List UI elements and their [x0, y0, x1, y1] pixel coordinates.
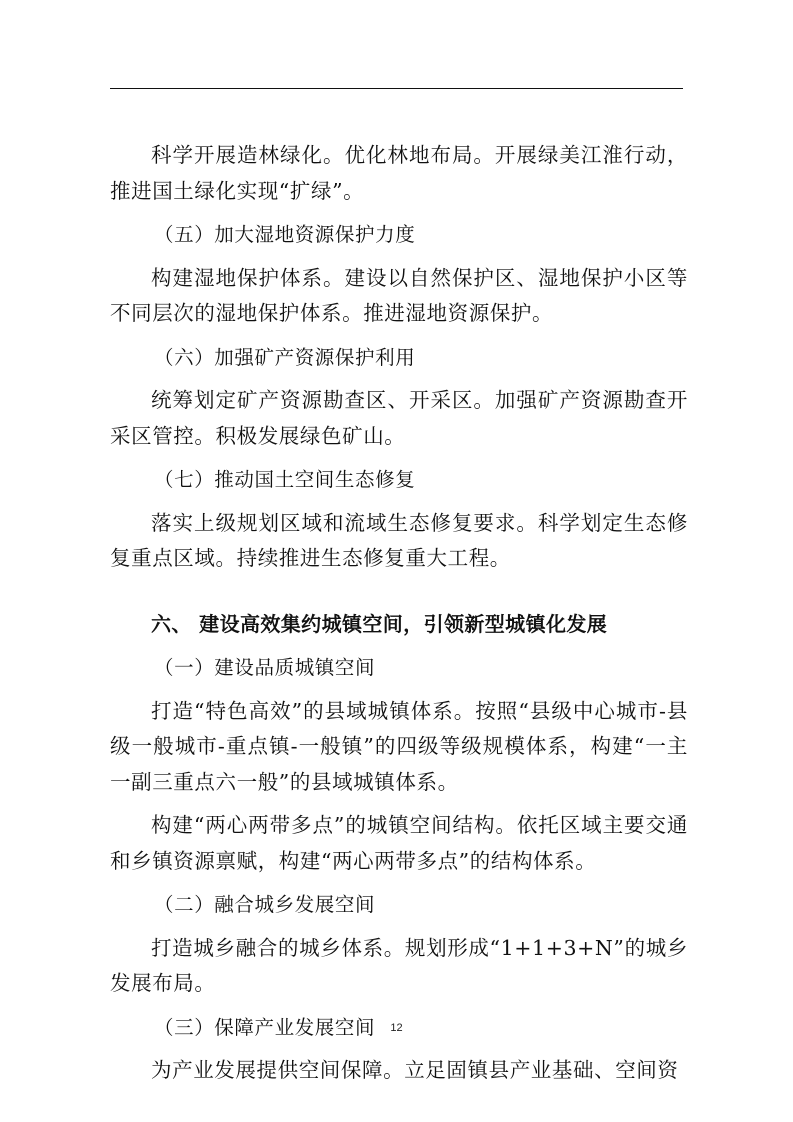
section-heading-urban: 六、 建设高效集约城镇空间，引领新型城镇化发展 — [151, 611, 608, 636]
subheading-industry: （三）保障产业发展空间 — [154, 1015, 376, 1039]
page-number: 12 — [390, 1022, 403, 1034]
header-rule — [110, 88, 683, 89]
paragraph-mineral: 统筹划定矿产资源勘查区、开采区。加强矿产资源勘查开采区管控。积极发展绿色矿山。 — [110, 388, 688, 448]
paragraph-afforestation: 科学开展造林绿化。优化林地布局。开展绿美江淮行动，推进国土绿化实现“扩绿”。 — [110, 143, 688, 203]
paragraph-restoration: 落实上级规划区域和流域生态修复要求。科学划定生态修复重点区域。持续推进生态修复重大工程。 — [110, 510, 688, 570]
subheading-mineral: （六）加强矿产资源保护利用 — [154, 345, 416, 369]
subheading-urban-rural: （二）融合城乡发展空间 — [154, 893, 376, 916]
paragraph-spatial-structure: 构建“两心两带多点”的城镇空间结构。依托区域主要交通和乡镇资源禀赋，构建“两心两带多点”的结构体系。 — [110, 813, 688, 873]
subheading-restoration: （七）推动国土空间生态修复 — [154, 468, 416, 491]
paragraph-town-system: 打造“特色高效”的县域城镇体系。按照“县级中心城市-县级一般城市-重点镇-一般镇”的四级等级规模体系，构建“一主一副三重点六一般”的县域城镇体系。 — [110, 698, 688, 794]
paragraph-industry: 为产业发展提供空间保障。立足固镇县产业基础、空间资 — [151, 1058, 679, 1082]
paragraph-wetland: 构建湿地保护体系。建设以自然保护区、湿地保护小区等不同层次的湿地保护体系。推进湿地资源保护。 — [110, 265, 688, 325]
body-text — [110, 138, 688, 1097]
subheading-urban-space: （一）建设品质城镇空间 — [154, 656, 376, 679]
subheading-wetland: （五）加大湿地资源保护力度 — [154, 223, 416, 246]
paragraph-urban-rural: 打造城乡融合的城乡体系。规划形成“1+1+3+N”的城乡发展布局。 — [110, 935, 688, 995]
